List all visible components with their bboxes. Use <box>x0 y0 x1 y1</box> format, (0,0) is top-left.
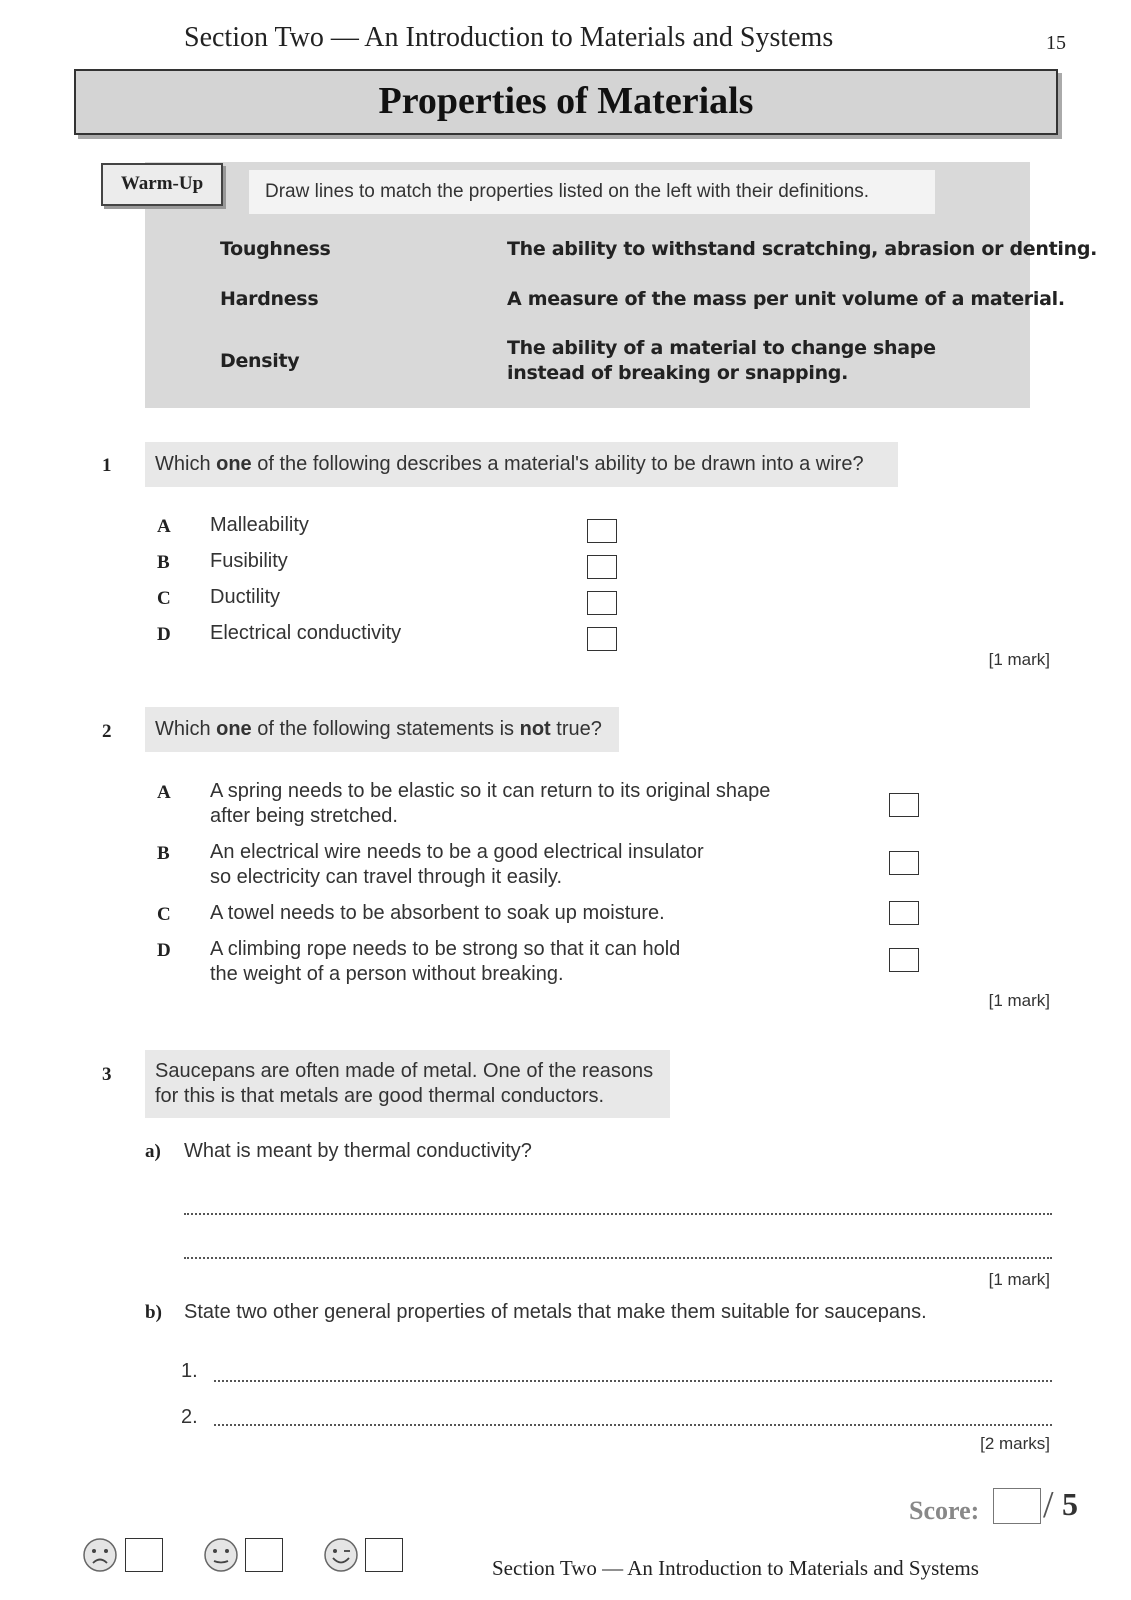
q1-option-a-text: Malleability <box>210 514 309 536</box>
q3b-answer-line-1[interactable] <box>214 1380 1052 1382</box>
q2-option-a-line1: A spring needs to be elastic so it can return to its original shape <box>210 780 771 802</box>
q3a-label: a) <box>145 1141 161 1162</box>
definition-3-line2: instead of breaking or snapping. <box>507 362 849 384</box>
score-slash: / <box>1043 1484 1054 1526</box>
q2-option-c-line1: A towel needs to be absorbent to soak up moisture. <box>210 902 665 924</box>
question-2-emphasis-1: one <box>216 718 252 740</box>
q2-option-d-letter: D <box>157 940 171 961</box>
q3b-label: b) <box>145 1302 162 1323</box>
warmup-tag: Warm-Up <box>101 163 223 206</box>
q3a-text: What is meant by thermal conductivity? <box>184 1140 532 1162</box>
q3b-item-1-label: 1. <box>181 1360 198 1382</box>
q2-option-d-line2: the weight of a person without breaking. <box>210 963 564 985</box>
q1-option-b-text: Fusibility <box>210 550 288 572</box>
question-2-number: 2 <box>102 721 112 742</box>
question-1-text-pre: Which <box>155 453 217 475</box>
question-3-intro-line2: for this is that metals are good thermal conductors. <box>155 1085 605 1107</box>
q1-option-d-text: Electrical conductivity <box>210 622 402 644</box>
question-2-text-pre: Which <box>155 718 217 740</box>
q1-option-b-checkbox[interactable] <box>587 555 617 579</box>
q3a-answer-line-1[interactable] <box>184 1213 1052 1215</box>
question-2-text-post: true? <box>550 718 602 740</box>
neutral-face-icon <box>203 1537 239 1573</box>
question-3-intro-line1: Saucepans are often made of metal. One of the reasons <box>155 1060 654 1082</box>
q3b-item-2-label: 2. <box>181 1406 198 1428</box>
definition-2[interactable]: A measure of the mass per unit volume of a material. <box>507 288 1065 310</box>
q2-option-a-letter: A <box>157 782 171 803</box>
q1-marks: [1 mark] <box>988 650 1050 669</box>
question-2-emphasis-2: not <box>519 718 551 740</box>
q3a-answer-line-2[interactable] <box>184 1257 1052 1259</box>
q2-option-d-line1: A climbing rope needs to be strong so that it can hold <box>210 938 681 960</box>
q2-option-b-line2: so electricity can travel through it easily. <box>210 866 563 888</box>
question-2-text <box>145 707 619 752</box>
footer-section: Section Two — An Introduction to Materials and Systems <box>492 1556 979 1580</box>
q3b-answer-line-2[interactable] <box>214 1424 1052 1426</box>
property-hardness[interactable]: Hardness <box>220 288 319 310</box>
happy-face-checkbox[interactable] <box>365 1538 403 1572</box>
definition-1[interactable]: The ability to withstand scratching, abrasion or denting. <box>507 238 1098 260</box>
page-title: Properties of Materials <box>378 80 754 122</box>
q2-option-b-letter: B <box>157 843 170 864</box>
q2-option-a-checkbox[interactable] <box>889 793 919 817</box>
property-toughness[interactable]: Toughness <box>220 238 331 260</box>
q2-option-c-checkbox[interactable] <box>889 901 919 925</box>
q1-option-d-checkbox[interactable] <box>587 627 617 651</box>
happy-face-icon <box>323 1537 359 1573</box>
q2-option-b-line1: An electrical wire needs to be a good electrical insulator <box>210 841 704 863</box>
question-1-emphasis: one <box>216 453 252 475</box>
question-2-text-mid: of the following statements is <box>251 718 520 740</box>
title-bar <box>74 69 1058 135</box>
warmup-instruction: Draw lines to match the properties listed on the left with their definitions. <box>249 170 935 214</box>
score-box[interactable] <box>993 1488 1041 1524</box>
question-3-number: 3 <box>102 1064 112 1085</box>
q3b-marks: [2 marks] <box>980 1434 1050 1453</box>
q1-option-c-letter: C <box>157 588 171 609</box>
q2-option-a-line2: after being stretched. <box>210 805 398 827</box>
q1-option-c-text: Ductility <box>210 586 281 608</box>
section-header: Section Two — An Introduction to Materials and Systems <box>184 22 834 53</box>
q1-option-c-checkbox[interactable] <box>587 591 617 615</box>
q2-option-d-checkbox[interactable] <box>889 948 919 972</box>
neutral-face-checkbox[interactable] <box>245 1538 283 1572</box>
q2-option-b-checkbox[interactable] <box>889 851 919 875</box>
q1-option-a-letter: A <box>157 516 171 537</box>
property-density[interactable]: Density <box>220 350 300 372</box>
q2-marks: [1 mark] <box>988 991 1050 1010</box>
q1-option-d-letter: D <box>157 624 171 645</box>
question-3-intro <box>145 1050 670 1118</box>
q1-option-b-letter: B <box>157 552 170 573</box>
page-number: 15 <box>1046 32 1066 54</box>
q1-option-a-checkbox[interactable] <box>587 519 617 543</box>
question-1-number: 1 <box>102 455 112 476</box>
q3b-text: State two other general properties of metals that make them suitable for saucepans. <box>184 1301 927 1323</box>
score-total: 5 <box>1062 1486 1078 1522</box>
question-1-text <box>145 442 898 487</box>
score-label: Score: <box>909 1496 980 1525</box>
definition-3-line1[interactable]: The ability of a material to change shape <box>507 337 936 359</box>
question-1-text-post: of the following describes a material's ability to be drawn into a wire? <box>251 453 864 475</box>
sad-face-checkbox[interactable] <box>125 1538 163 1572</box>
q2-option-c-letter: C <box>157 904 171 925</box>
q3a-marks: [1 mark] <box>988 1270 1050 1289</box>
sad-face-icon <box>82 1537 118 1573</box>
